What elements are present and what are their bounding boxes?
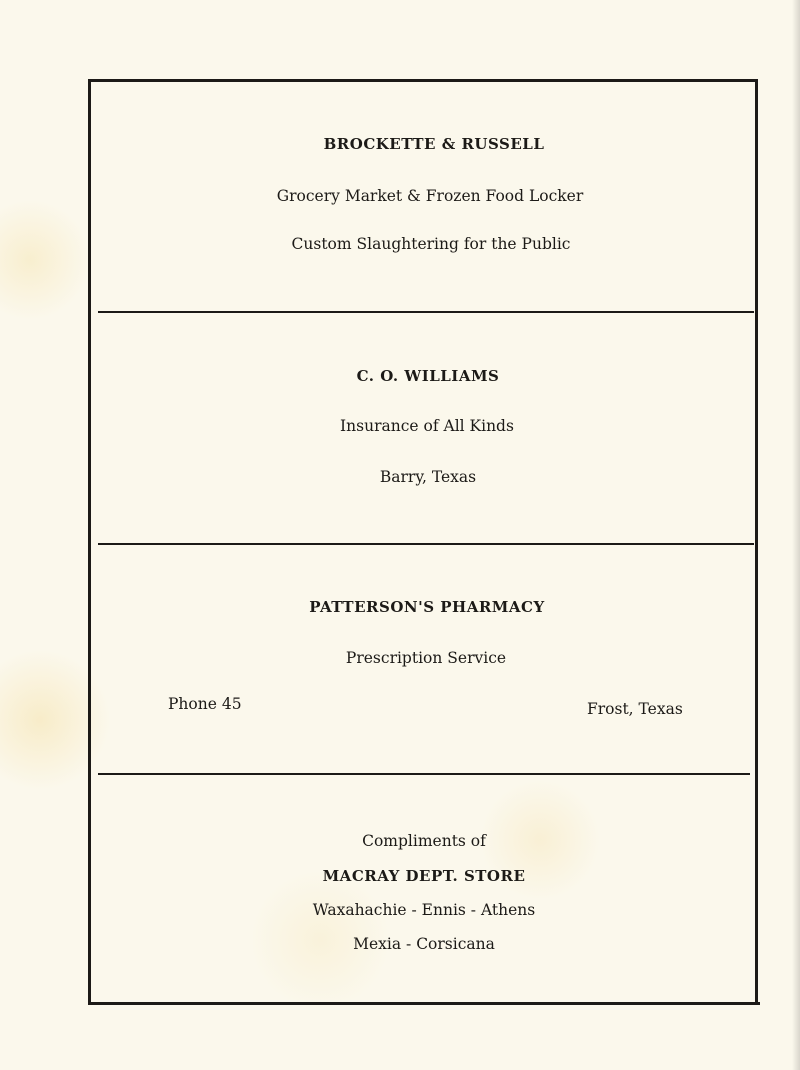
ad-co-williams-line-2: Barry, Texas	[379, 468, 477, 486]
ad-macray-line-1: Waxahachie - Ennis - Athens	[312, 901, 536, 919]
ad-macray-intro: Compliments of	[362, 832, 486, 850]
divider-3	[98, 773, 750, 775]
ad-co-williams-line-1: Insurance of All Kinds	[340, 417, 514, 435]
divider-2	[98, 543, 754, 545]
ad-brockette-russell-name: BROCKETTE & RUSSELL	[323, 135, 545, 153]
ad-patterson-pharmacy-line-1: Prescription Service	[345, 649, 507, 667]
ad-patterson-pharmacy-location: Frost, Texas	[587, 700, 683, 718]
ad-patterson-pharmacy-name: PATTERSON'S PHARMACY	[309, 598, 545, 616]
ad-co-williams-name: C. O. WILLIAMS	[356, 367, 500, 385]
ad-patterson-pharmacy-phone: Phone 45	[168, 695, 242, 713]
divider-1	[98, 311, 754, 313]
ad-brockette-russell-line-2: Custom Slaughtering for the Public	[291, 235, 571, 253]
ad-macray-line-2: Mexia - Corsicana	[353, 935, 495, 953]
top-rule	[90, 79, 756, 82]
ad-brockette-russell-line-1: Grocery Market & Frozen Food Locker	[276, 187, 584, 205]
bottom-rule	[88, 1002, 760, 1005]
ad-macray-name: MACRAY DEPT. STORE	[322, 867, 526, 885]
